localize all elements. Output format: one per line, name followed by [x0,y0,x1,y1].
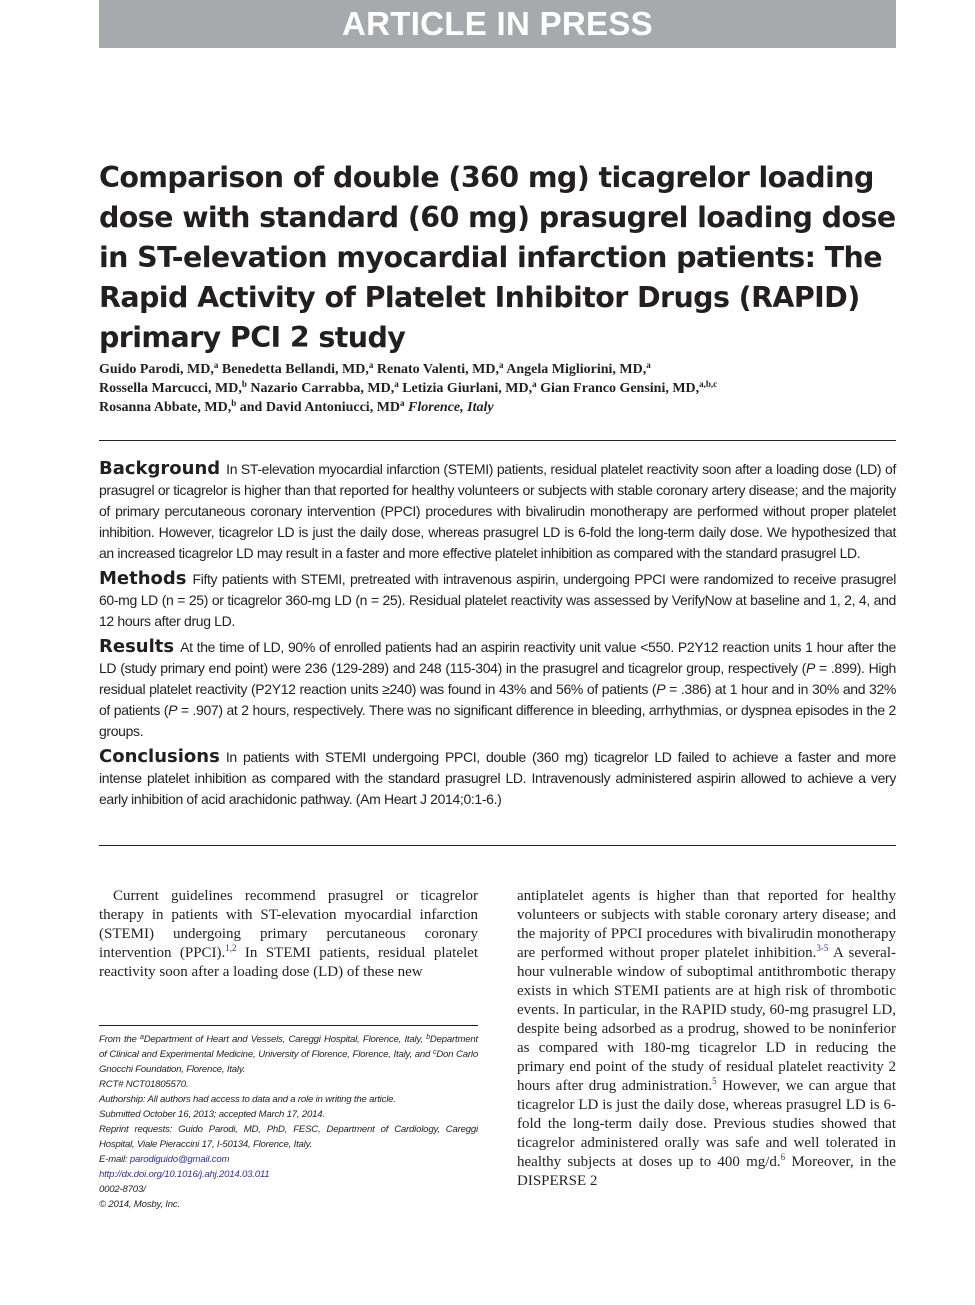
author: Guido Parodi, MD, [99,362,214,377]
body-text: antiplatelet agents is higher than that reported for healthy volunteers or subjects with stable coronary artery disease; and the majority of PPCI procedures with bivalirudin monotherapy are performed without proper platelet inhibition. [517,888,896,961]
body-text: However, we can argue that ticagrelor LD is just the daily dose, whereas prasugrel LD is 6-fold the long-term daily dose. Previous studies showed that ticagrelor administered orally was safe and well tolerated in healthy subjects at doses up to 400 mg/d. [517,1078,896,1170]
p-symbol: P [168,702,178,718]
note-text: Department of Heart and Vessels, Careggi Hospital, Florence, Italy, [143,1034,427,1045]
body-column-right [517,887,896,1191]
email-label: E-mail: [99,1154,130,1165]
abstract-bottom-rule [99,845,896,846]
submitted-note: Submitted October 16, 2013; accepted March 17, 2014. [99,1109,325,1120]
body-text: In STEMI patients, residual platelet reactivity soon after a loading dose (LD) of these new [99,945,479,980]
affiliation-mark: b [426,1034,430,1041]
methods-text: Fifty patients with STEMI, pretreated with intravenous aspirin, undergoing PPCI were randomized to receive prasugrel 60-mg LD (n = 25) or ticagrelor 360-mg LD (n = 25). Residual platelet reactivity was assessed by VerifyNow at baseline and 1, 2, 4, and 12 hours after drug LD. [99,571,896,629]
issn-note: 0002-8703/ [99,1184,146,1195]
affiliation-mark: a [532,379,537,389]
affiliation-mark: c [432,1049,437,1056]
affiliation-mark: a [140,1034,144,1041]
author: Benedetta Bellandi, MD, [221,362,369,377]
footnote-rule [99,1025,478,1026]
affiliations-note [99,1032,478,1077]
abstract-top-rule [99,440,896,441]
background-heading: Background [99,458,221,479]
copyright-note: © 2014, Mosby, Inc. [99,1199,180,1210]
body-text: Moreover, in the DISPERSE 2 [517,1154,896,1189]
author: Nazario Carrabba, MD, [250,381,395,396]
citation-link[interactable]: 5 [712,1076,717,1086]
results-text: At the time of LD, 90% of enrolled patients had an aspirin reactivity unit value <550. P2Y12 reaction units 1 hour after the LD (study primary end point) were 236 (129-289) and 248 (115-304) in the prasugrel and ticagrelor group, respectively ( [99,639,896,676]
body-column-left [99,887,478,982]
article-in-press-banner: ARTICLE IN PRESS [99,0,896,48]
body-text: Current guidelines recommend prasugrel or ticagrelor therapy in patients with ST-elevation myocardial infarction (STEMI) undergoing primary percutaneous coronary intervention (PPCI). [99,888,478,961]
email-link[interactable]: parodiguido@gmail.com [129,1154,230,1165]
citation-link[interactable]: 1,2 [225,943,237,953]
body-text: A several-hour vulnerable window of suboptimal antithrombotic therapy exists in which STEMI patients are at high risk of thrombotic events. In particular, in the RAPID study, 60-mg prasugrel LD, despite being adsorbed as a prodrug, showed to be noninferior as compared with 180-mg ticagrelor LD in reducing the primary end point of the study of residual platelet reactivity 2 hours after drug administration. [517,945,896,1094]
authorship-note: Authorship: All authors had access to data and a role in writing the article. [99,1094,396,1105]
affiliation-mark: a [499,360,504,370]
author-location: Florence, Italy [408,400,494,415]
citation-link[interactable]: 6 [780,1152,786,1162]
affiliation-mark: b [231,398,237,408]
note-text: Don Carlo Gnocchi Foundation, Florence, Italy. [99,1049,478,1075]
email-note [99,1152,478,1167]
author: Angela Migliorini, MD, [506,362,647,377]
affiliation-mark: a [213,360,219,370]
author-list [99,360,899,417]
abstract-methods [99,568,896,632]
affiliation-mark: b [241,379,247,389]
results-text: = .386) at 1 hour and in 30% and 32% of patients ( [99,681,896,718]
body-paragraph [517,887,896,1191]
p-symbol: P [656,681,666,697]
author: Letizia Giurlani, MD, [402,381,533,396]
footnotes [99,1032,478,1212]
author: Rosanna Abbate, MD, [99,400,232,415]
affiliation-mark: a,b,c [699,379,718,389]
body-paragraph [99,887,478,982]
abstract-results [99,636,896,742]
abstract-conclusions [99,746,896,810]
results-text: = .899). High residual platelet reactivity (P2Y12 reaction units ≥240) was found in 43% and 56% of patients ( [99,660,896,697]
author: Gian Franco Gensini, MD, [540,381,700,396]
note-text: From the [99,1034,141,1045]
reprint-note: Reprint requests: Guido Parodi, MD, PhD, FESC, Department of Cardiology, Careggi Hospital, Viale Pieraccini 17, I-50134, Florence, Italy. [99,1124,478,1150]
author: Rossella Marcucci, MD, [99,381,242,396]
author: and David Antoniucci, MD [239,400,401,415]
article-title: Comparison of double (360 mg) ticagrelor loading dose with standard (60 mg) prasugrel loading dose in ST-elevation myocardial infarction patients: The Rapid Activity of Platelet Inhibitor Drugs (RAPID) primary PCI 2 study [99,161,896,354]
abstract [99,458,896,814]
abstract-background [99,458,896,564]
author: Renato Valenti, MD, [376,362,499,377]
citation-link[interactable]: 3-5 [816,943,829,953]
background-text: In ST-elevation myocardial infarction (STEMI) patients, residual platelet reactivity soon after a loading dose (LD) of prasugrel or ticagrelor is higher than that reported for healthy volunteers or subjects with stable coronary artery disease; and the majority of primary percutaneous coronary intervention (PPCI) procedures with bivalirudin monotherapy are performed without proper platelet inhibition. However, ticagrelor LD is just the daily dose, whereas prasugrel LD is 6-fold the long-term daily dose. We hypothesized that an increased ticagrelor LD may result in a faster and more effective platelet inhibition as compared with the standard prasugrel LD. [99,461,896,561]
note-text: Department of Clinical and Experimental Medicine, University of Florence, Florence, Italy, and [99,1034,479,1060]
conclusions-heading: Conclusions [99,746,220,767]
affiliation-mark: a [394,379,399,389]
results-text: = .907) at 2 hours, respectively. There was no significant difference in bleeding, arrhythmias, or dyspnea episodes in the 2 groups. [99,702,896,739]
rct-note: RCT# NCT01805570. [99,1079,189,1090]
affiliation-mark: a [646,360,651,370]
affiliation-mark: a [368,360,374,370]
doi-link[interactable]: http://dx.doi.org/10.1016/j.ahj.2014.03.011 [99,1169,270,1180]
p-symbol: P [805,660,815,676]
affiliation-mark: a [400,398,405,408]
methods-heading: Methods [99,568,187,589]
results-heading: Results [99,636,175,657]
conclusions-text: In patients with STEMI undergoing PPCI, double (360 mg) ticagrelor LD failed to achieve a faster and more intense platelet inhibition as compared with the standard prasugrel LD. Intravenously administered aspirin allowed to achieve a very early inhibition of acid arachidonic pathway. (Am Heart J 2014;0:1-6.) [99,749,896,807]
